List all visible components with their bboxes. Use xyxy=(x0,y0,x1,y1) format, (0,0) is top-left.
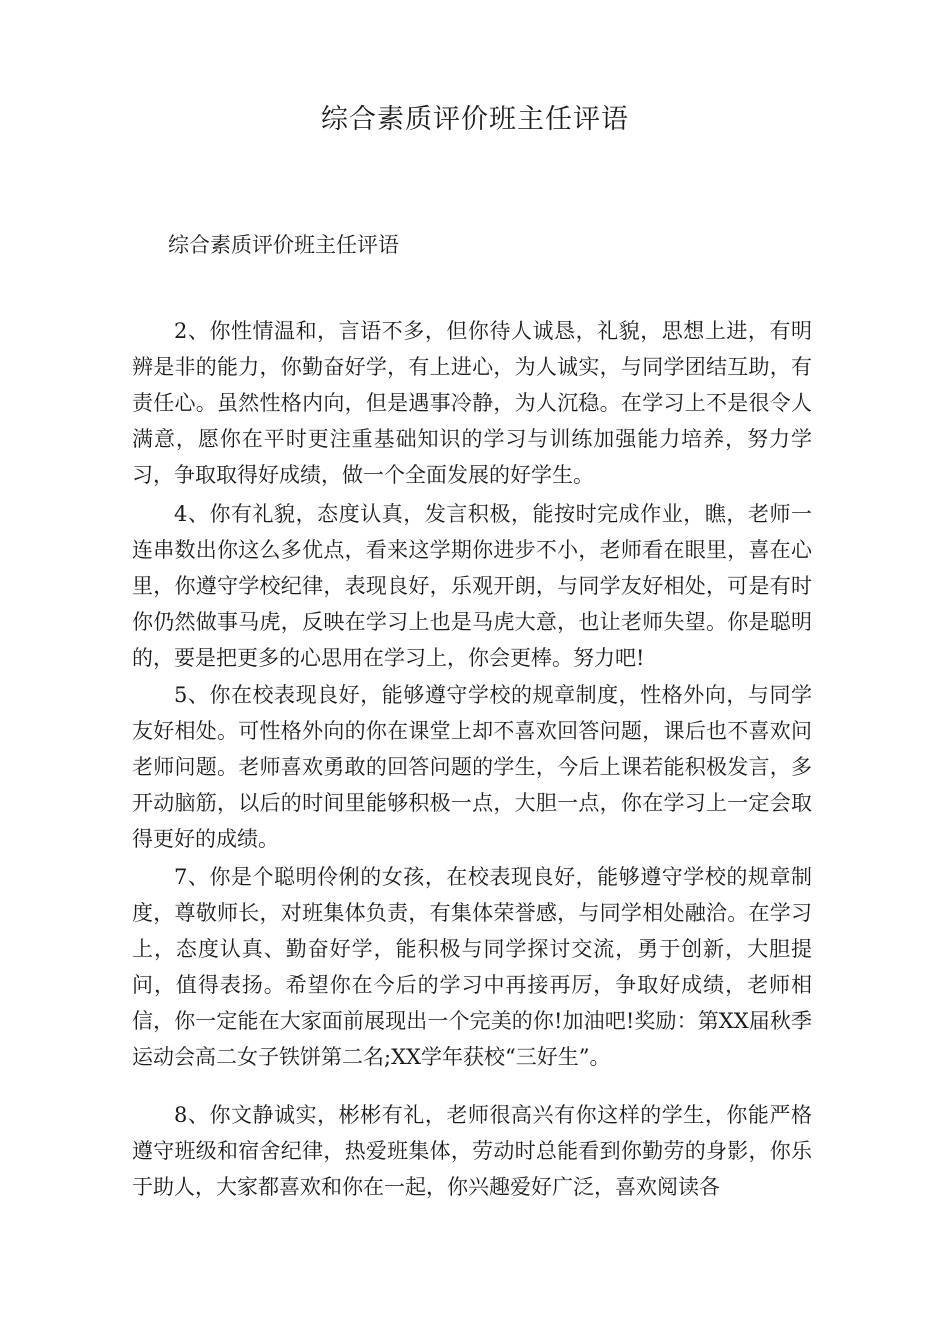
document-title: 综合素质评价班主任评语 xyxy=(321,104,629,135)
comment-paragraph: 4、你有礼貌，态度认真，发言积极，能按时完成作业，瞧，老师一连串数出你这么多优点，看来这学期你进步不小，老师看在眼里，喜在心里，你遵守学校纪律，表现良好，乐观开朗，与同学友好相处，可是有时你仍然做事马虎，反映在学习上也是马虎大意，也让老师失望。你是聪明的，要是把更多的心思用在学习上，你会更棒。努力吧! xyxy=(132,502,812,670)
comment-paragraph: 8、你文静诚实，彬彬有礼，老师很高兴有你这样的学生，你能严格遵守班级和宿舍纪律，热爱班集体，劳动时总能看到你勤劳的身影，你乐于助人，大家都喜欢和你在一起，你兴趣爱好广泛，喜欢阅读各 xyxy=(132,1103,812,1199)
comment-paragraph: 2、你性情温和，言语不多，但你待人诚恳，礼貌，思想上进，有明辨是非的能力，你勤奋好学，有上进心，为人诚实，与同学团结互助，有责任心。虽然性格内向，但是遇事冷静，为人沉稳。在学习上不是很令人满意，愿你在平时更注重基础知识的学习与训练加强能力培养，努力学习，争取取得好成绩，做一个全面发展的好学生。 xyxy=(132,319,812,487)
comment-paragraph: 5、你在校表现良好，能够遵守学校的规章制度，性格外向，与同学友好相处。可性格外向的你在课堂上却不喜欢回答问题，课后也不喜欢问老师问题。老师喜欢勇敢的回答问题的学生，今后上课若能积极发言，多开动脑筋，以后的时间里能够积极一点，大胆一点，你在学习上一定会取得更好的成绩。 xyxy=(132,683,812,851)
document-subtitle: 综合素质评价班主任评语 xyxy=(168,233,399,257)
comment-paragraph: 7、你是个聪明伶俐的女孩，在校表现良好，能够遵守学校的规章制度，尊敬师长，对班集体负责，有集体荣誉感，与同学相处融洽。在学习上，态度认真、勤奋好学，能积极与同学探讨交流，勇于创新，大胆提问，值得表扬。希望你在今后的学习中再接再厉，争取好成绩，老师相信，你一定能在大家面前展现出一个完美的你!加油吧!奖励：第XX届秋季运动会高二女子铁饼第二名;XX学年获校“三好生”。 xyxy=(132,865,812,1069)
